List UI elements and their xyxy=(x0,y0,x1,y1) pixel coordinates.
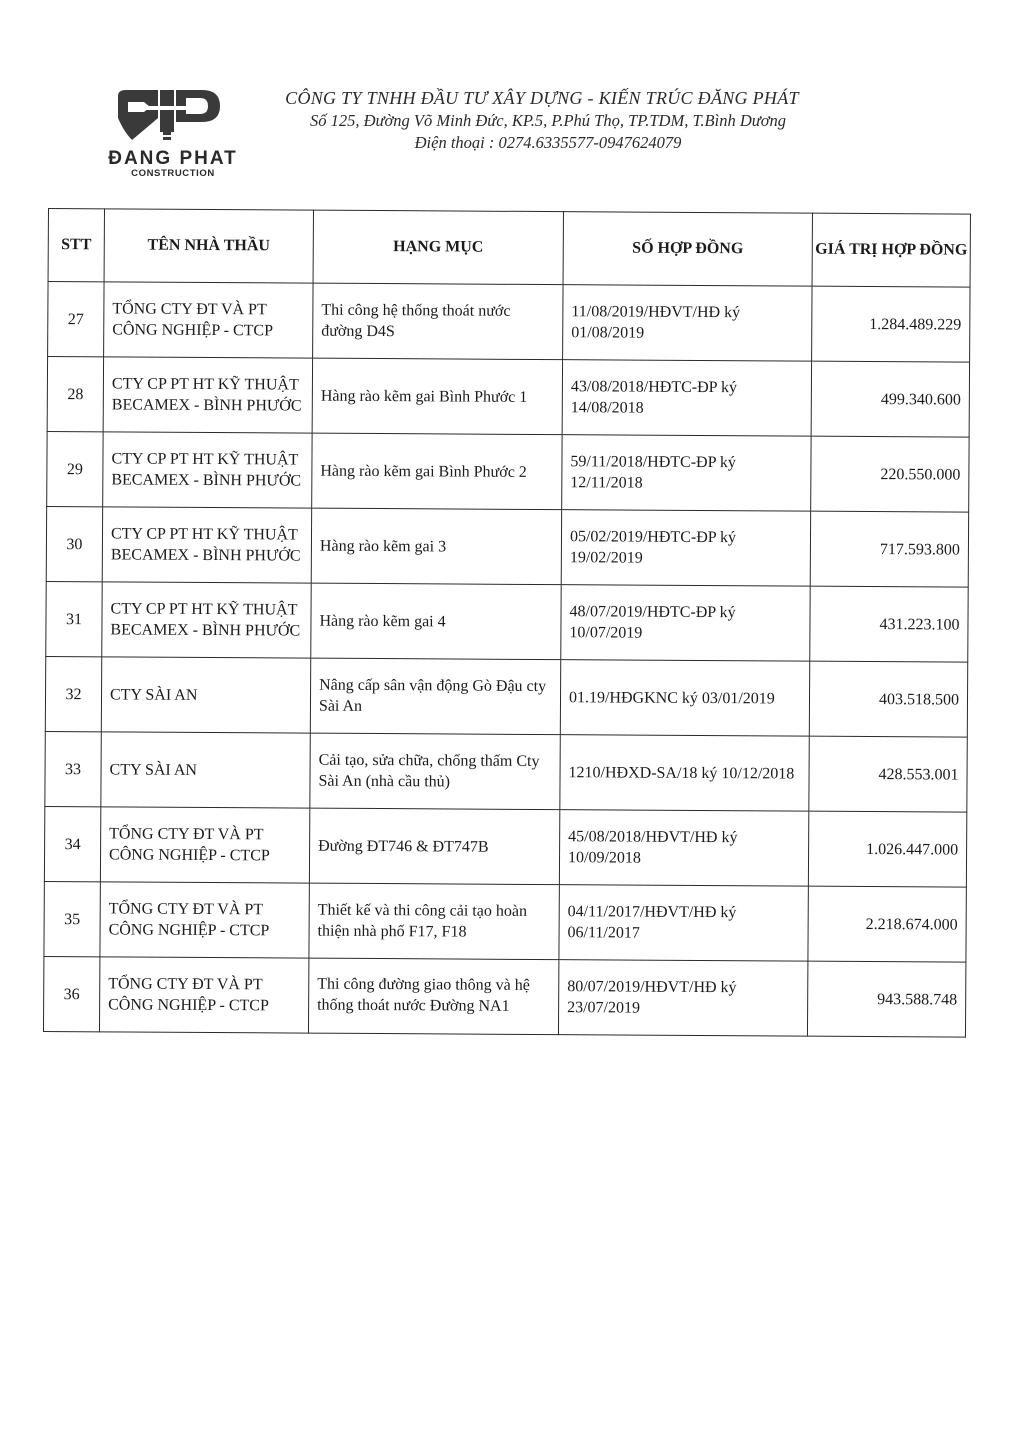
table-row xyxy=(44,881,966,962)
cell-stt: 36 xyxy=(43,956,99,1031)
cell-contractor: CTY CP PT HT KỸ THUẬT BECAMEX - BÌNH PHƯỚC xyxy=(102,582,311,658)
company-address: Số 125, Đường Võ Minh Đức, KP.5, P.Phú Thọ, TP.TDM, T.Bình Dương xyxy=(309,111,787,130)
cell-contract-value: 2.218.674.000 xyxy=(808,886,966,962)
cell-contract-number: 1210/HĐXD-SA/18 ký 10/12/2018 xyxy=(560,735,809,812)
cell-contractor: TỔNG CTY ĐT VÀ PT CÔNG NGHIỆP - CTCP xyxy=(100,882,309,958)
cell-contract-number: 04/11/2017/HĐVT/HĐ ký 06/11/2017 xyxy=(559,885,808,962)
header-contract-value: GIÁ TRỊ HỢP ĐỒNG xyxy=(812,213,970,287)
cell-contractor: CTY CP PT HT KỸ THUẬT BECAMEX - BÌNH PHƯỚC xyxy=(103,432,312,508)
cell-item: Thi công hệ thống thoát nước đường D4S xyxy=(313,283,563,360)
cell-stt: 33 xyxy=(45,731,101,806)
table-row xyxy=(43,956,965,1037)
table-row xyxy=(45,656,967,737)
cell-contractor: TỔNG CTY ĐT VÀ PT CÔNG NGHIỆP - CTCP xyxy=(99,957,308,1033)
cell-item: Cải tạo, sửa chữa, chống thấm Cty Sài An (nhà cầu thủ) xyxy=(310,733,560,810)
cell-stt: 30 xyxy=(46,506,102,581)
table-row xyxy=(45,731,967,812)
cell-item: Hàng rào kẽm gai Bình Phước 1 xyxy=(312,358,562,435)
cell-item: Hàng rào kẽm gai 4 xyxy=(311,583,561,660)
logo-wordmark: ĐANG PHAT xyxy=(108,148,238,169)
cell-contract-number: 43/08/2018/HĐTC-ĐP ký 14/08/2018 xyxy=(562,360,811,437)
cell-contract-number: 59/11/2018/HĐTC-ĐP ký 12/11/2018 xyxy=(562,435,811,512)
table-row xyxy=(46,506,968,587)
header-contract-number: SỐ HỢP ĐỒNG xyxy=(563,212,812,287)
cell-stt: 34 xyxy=(44,806,100,881)
cell-stt: 29 xyxy=(47,431,103,506)
logo-mark-icon xyxy=(114,88,224,146)
letterhead xyxy=(0,0,1024,200)
company-name: CÔNG TY TNHH ĐẦU TƯ XÂY DỰNG - KIẾN TRÚC ĐĂNG PHÁT xyxy=(285,88,799,108)
cell-contractor: CTY SÀI AN xyxy=(101,657,310,733)
cell-item: Hàng rào kẽm gai Bình Phước 2 xyxy=(312,433,562,510)
table-row xyxy=(46,581,968,662)
cell-item: Đường ĐT746 & ĐT747B xyxy=(309,808,559,885)
cell-contractor: TỔNG CTY ĐT VÀ PT CÔNG NGHIỆP - CTCP xyxy=(104,282,313,358)
cell-contract-value: 428.553.001 xyxy=(809,736,967,812)
cell-contractor: CTY CP PT HT KỸ THUẬT BECAMEX - BÌNH PHƯỚC xyxy=(103,357,312,433)
cell-contract-number: 45/08/2018/HĐVT/HĐ ký 10/09/2018 xyxy=(559,810,808,887)
table-header-row xyxy=(48,209,970,288)
company-info xyxy=(248,88,848,153)
table-row xyxy=(47,357,969,438)
cell-item: Hàng rào kẽm gai 3 xyxy=(311,508,561,585)
cell-contract-number: 11/08/2019/HĐVT/HĐ ký 01/08/2019 xyxy=(563,285,812,362)
table-row xyxy=(48,282,970,363)
cell-stt: 31 xyxy=(46,581,102,656)
header-stt: STT xyxy=(48,209,104,282)
cell-contractor: CTY SÀI AN xyxy=(101,732,310,808)
cell-contractor: TỔNG CTY ĐT VÀ PT CÔNG NGHIỆP - CTCP xyxy=(100,807,309,883)
cell-contract-number: 01.19/HĐGKNC ký 03/01/2019 xyxy=(560,660,809,737)
logo-subtitle: CONSTRUCTION xyxy=(131,168,215,179)
cell-contract-value: 943.588.748 xyxy=(807,961,965,1037)
cell-contract-value: 220.550.000 xyxy=(811,436,969,512)
cell-contract-value: 717.593.800 xyxy=(810,511,968,587)
header-item: HẠNG MỤC xyxy=(313,210,563,285)
cell-stt: 32 xyxy=(45,656,101,731)
cell-item: Thiết kế và thi công cải tạo hoàn thiện nhà phố F17, F18 xyxy=(309,883,559,960)
company-phone: Điện thoại : 0274.6335577-0947624079 xyxy=(414,133,682,152)
header-contractor: TÊN NHÀ THẦU xyxy=(104,209,313,283)
cell-stt: 35 xyxy=(44,881,100,956)
cell-item: Thi công đường giao thông và hệ thống thoát nước Đường NA1 xyxy=(308,958,558,1035)
cell-contract-value: 499.340.600 xyxy=(811,361,969,437)
cell-stt: 27 xyxy=(48,282,104,357)
cell-contract-value: 1.284.489.229 xyxy=(812,286,970,362)
cell-item: Nâng cấp sân vận động Gò Đậu cty Sài An xyxy=(310,658,560,735)
cell-contract-number: 05/02/2019/HĐTC-ĐP ký 19/02/2019 xyxy=(561,510,810,587)
table-row xyxy=(44,806,966,887)
cell-contract-value: 403.518.500 xyxy=(809,661,967,737)
cell-contract-value: 431.223.100 xyxy=(810,586,968,662)
cell-contractor: CTY CP PT HT KỸ THUẬT BECAMEX - BÌNH PHƯỚC xyxy=(102,507,311,583)
cell-contract-number: 80/07/2019/HĐVT/HĐ ký 23/07/2019 xyxy=(558,960,807,1037)
table-row xyxy=(47,431,969,512)
contracts-table xyxy=(43,208,971,1038)
cell-contract-number: 48/07/2019/HĐTC-ĐP ký 10/07/2019 xyxy=(561,585,810,662)
cell-stt: 28 xyxy=(47,357,103,432)
cell-contract-value: 1.026.447.000 xyxy=(808,811,966,887)
